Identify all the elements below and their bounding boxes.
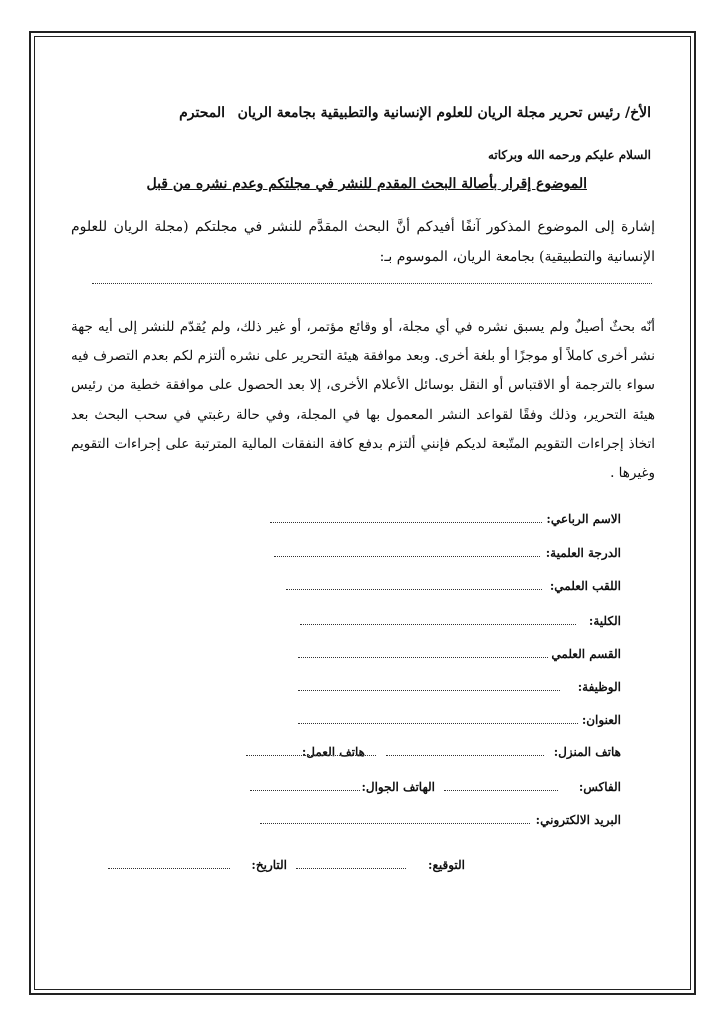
job-label: الوظيفة: (577, 680, 621, 694)
signature-blank[interactable] (296, 868, 406, 869)
fax-blank[interactable] (444, 790, 558, 791)
department-blank[interactable] (298, 657, 548, 658)
department-label: القسم العلمي (551, 647, 621, 661)
date-blank[interactable] (108, 868, 230, 869)
full-name-blank[interactable] (270, 522, 542, 523)
date-label: التاريخ: (251, 858, 287, 872)
full-name-label: الاسم الرباعي: (546, 512, 621, 526)
academic-title-label: اللقب العلمي: (549, 579, 621, 593)
job-blank[interactable] (298, 690, 560, 691)
address-blank[interactable] (298, 723, 578, 724)
academic-title-blank[interactable] (286, 589, 542, 590)
academic-degree-label: الدرجة العلمية: (545, 546, 621, 560)
subject-line: الموضوع إقرار بأصالة البحث المقدم للنشر في مجلتكم وعدم نشره من قبل (146, 176, 587, 192)
home-phone-label: هاتف المنزل: (553, 745, 621, 759)
work-phone-label: هاتف العمل: (301, 745, 365, 759)
college-blank[interactable] (300, 624, 576, 625)
recipient-line: الأخ/ رئيس تحرير مجلة الريان للعلوم الإنسانية والتطبيقية بجامعة الريان (237, 105, 651, 121)
academic-degree-blank[interactable] (274, 556, 540, 557)
college-label: الكلية: (588, 614, 621, 628)
mobile-blank[interactable] (250, 790, 360, 791)
declaration-paragraph: أنّه بحثٌ أصيلٌ ولم يسبق نشره في أي مجلة، أو وقائع مؤتمر، أو غير ذلك، ولم يُقدّم للنشر إلى أيه جهة نشر أخرى كاملاً أو موجزًا أو بلغة أخرى. وبعد موافقة هيئة التحرير على نشره ألتزم لكم بعدم التصرف فيه سواء بالترجمة أو الاقتباس أو النقل بوسائل الأعلام الأخرى، إلا بعد الحصول على موافقة خطية من رئيس هيئة التحرير، وذلك وفقًا لقواعد النشر المعمول بها في المجلة، وفي حالة رغبتي في سحب البحث بعد اتخاذ إجراءات التقويم المتّبعة لديكم فإنني ألتزم بدفع كافة النفقات المالية المترتبة على إجراءات التقويم وغيرها . (71, 319, 655, 482)
address-label: العنوان: (581, 713, 621, 727)
email-blank[interactable] (260, 823, 530, 824)
honorific: المحترم (179, 105, 225, 121)
work-phone-blank[interactable] (246, 755, 376, 756)
home-phone-blank[interactable] (386, 755, 544, 756)
mobile-label: الهاتف الجوال: (361, 780, 435, 794)
signature-label: التوقيع: (428, 858, 465, 872)
fax-label: الفاكس: (578, 780, 621, 794)
email-label: البريد الالكتروني: (535, 813, 621, 827)
intro-paragraph: إشارة إلى الموضوع المذكور آنفًا أفيدكم أنَّ البحث المقدَّم للنشر في مجلتكم (مجلة الريان للعلوم الإنسانية والتطبيقية) بجامعة الريان، الموسوم بـ: (71, 219, 655, 265)
greeting: السلام عليكم ورحمه الله وبركاته (487, 148, 651, 162)
research-title-blank[interactable] (92, 283, 652, 284)
